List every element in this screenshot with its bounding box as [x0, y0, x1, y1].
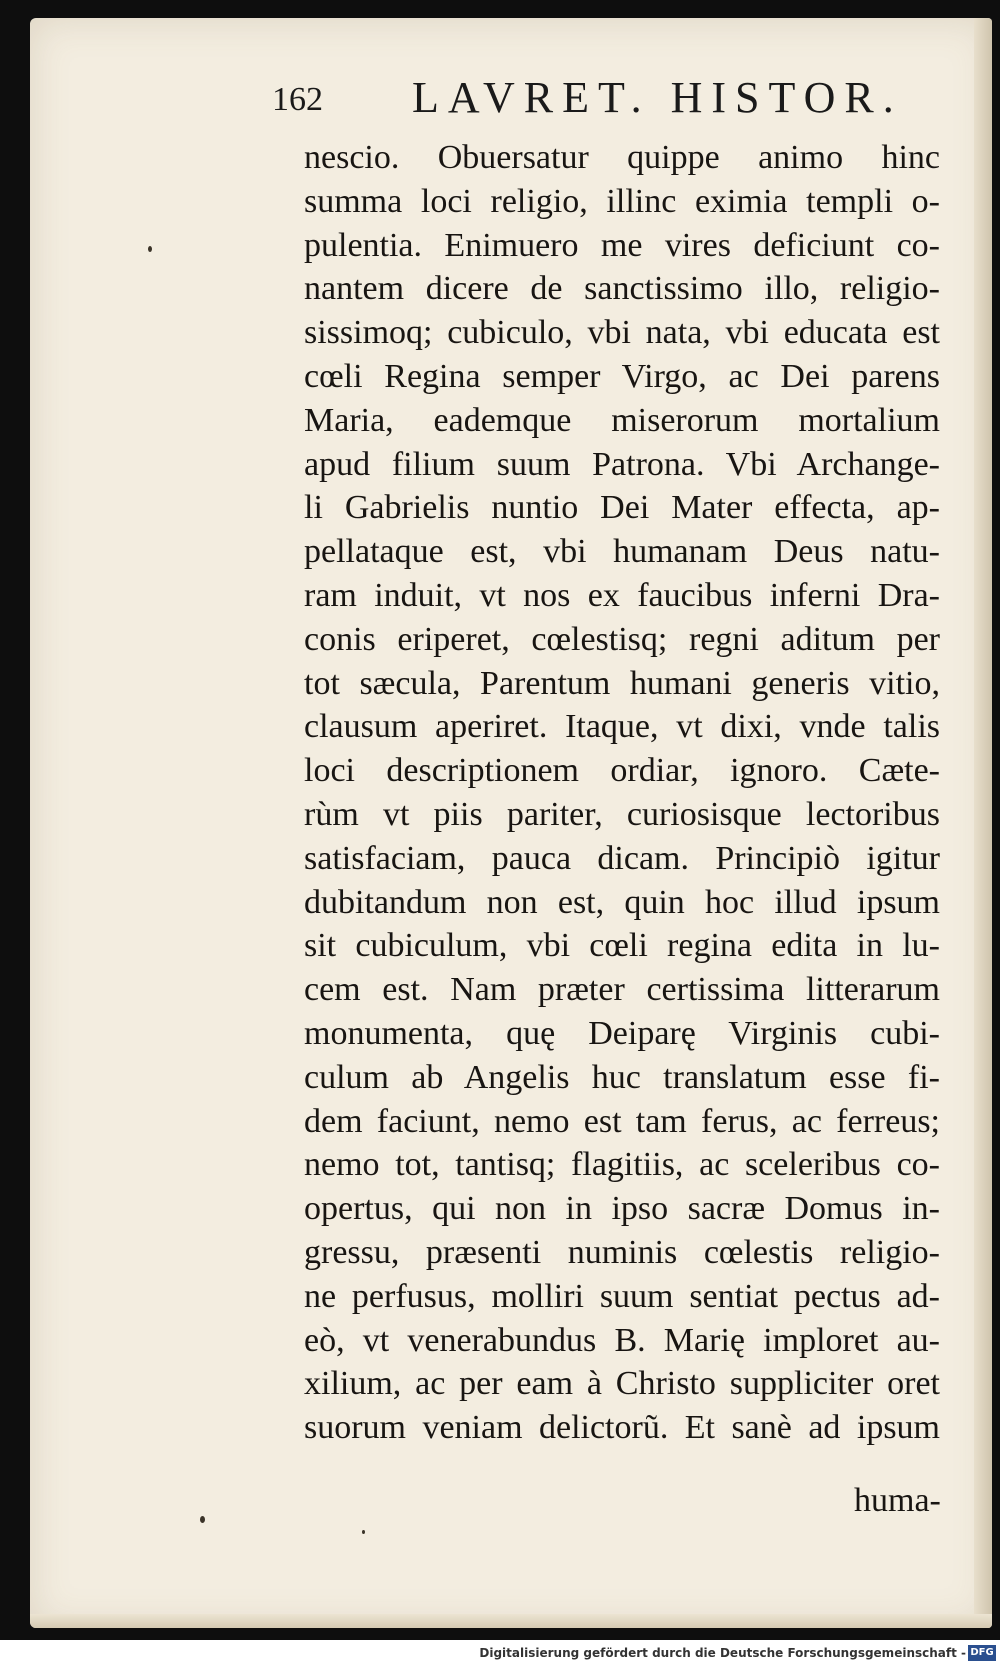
- text-line: dubitandum non est, quin hoc illud ipsum: [304, 883, 940, 921]
- text-line: opertus, qui non in ipso sacræ Domus in-: [304, 1190, 940, 1228]
- text-line: dem faciunt, nemo est tam ferus, ac ferreus;: [304, 1102, 940, 1140]
- text-line: loci descriptionem ordiar, ignoro. Cæte-: [304, 752, 940, 790]
- page-edge-bottom: [30, 1614, 992, 1628]
- text-line: apud filium suum Patrona. Vbi Archange-: [304, 445, 940, 483]
- running-title: LAVRET. HISTOR.: [412, 73, 903, 122]
- text-line: nantem dicere de sanctissimo illo, religio-: [304, 270, 940, 308]
- running-head: [272, 68, 903, 124]
- text-line: tot sæcula, Parentum humani generis vitio,: [304, 664, 940, 702]
- text-line: clausum aperiret. Itaque, vt dixi, vnde talis: [304, 708, 940, 746]
- text-line: satisfaciam, pauca dicam. Principiò igitur: [304, 839, 940, 877]
- text-line: suorum veniam delictorũ. Et sanè ad ipsum: [304, 1409, 940, 1447]
- text-line: eò, vt venerabundus B. Marię imploret au-: [304, 1321, 940, 1359]
- dfg-logo: DFG: [968, 1645, 996, 1661]
- catchword: huma-: [854, 1482, 941, 1519]
- text-line: sissimoq; cubiculo, vbi nata, vbi educata est: [304, 314, 940, 352]
- text-line: conis eriperet, cœlestisq; regni aditum per: [304, 620, 940, 658]
- ink-speck: [200, 1516, 205, 1523]
- text-line: pulentia. Enimuero me vires deficiunt co-: [304, 226, 940, 264]
- text-line: Maria, eademque miserorum mortalium: [304, 401, 940, 439]
- body-text: [304, 136, 976, 1450]
- text-line: nescio. Obuersatur quippe animo hinc: [304, 139, 940, 176]
- text-line: gressu, præsenti numinis cœlestis religio-: [304, 1233, 940, 1271]
- text-line: pellataque est, vbi humanam Deus natu-: [304, 533, 940, 571]
- footer-bar: [0, 1640, 1000, 1666]
- text-line: li Gabrielis nuntio Dei Mater effecta, ap-: [304, 489, 940, 527]
- page-number: 162: [272, 81, 323, 118]
- ink-speck: [148, 246, 152, 252]
- text-line: nemo tot, tantisq; flagitiis, ac sceleribus co-: [304, 1146, 940, 1184]
- page-edge-right: [974, 18, 992, 1628]
- footer-credit: Digitalisierung gefördert durch die Deutsche Forschungsgemeinschaft -: [479, 1646, 966, 1660]
- text-line: ram induit, vt nos ex faucibus inferni Dra-: [304, 576, 940, 614]
- text-line: cœli Regina semper Virgo, ac Dei parens: [304, 357, 940, 395]
- text-line: summa loci religio, illinc eximia templi o-: [304, 182, 940, 220]
- text-line: rùm vt piis pariter, curiosisque lectoribus: [304, 795, 940, 833]
- text-line: sit cubiculum, vbi cœli regina edita in lu-: [304, 927, 940, 965]
- text-line: ne perfusus, molliri suum sentiat pectus ad-: [304, 1277, 940, 1315]
- text-line: xilium, ac per eam à Christo suppliciter oret: [304, 1365, 940, 1403]
- text-line: monumenta, quę Deiparę Virginis cubi-: [304, 1014, 940, 1052]
- text-line: cem est. Nam præter certissima litterarum: [304, 971, 940, 1009]
- text-line: culum ab Angelis huc translatum esse fi-: [304, 1058, 940, 1096]
- ink-speck: [362, 1530, 365, 1534]
